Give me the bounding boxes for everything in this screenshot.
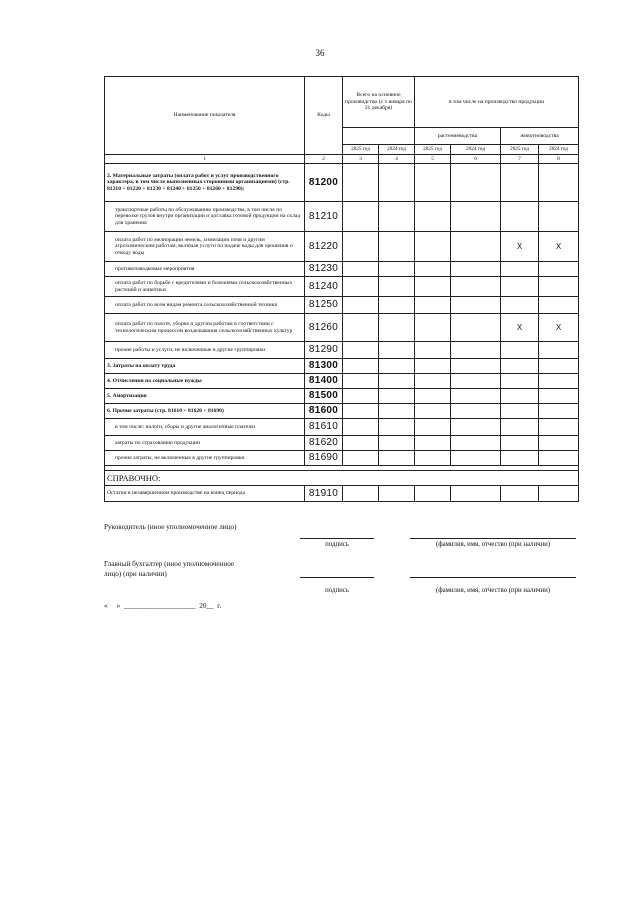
value-cell[interactable] (501, 389, 539, 404)
column-number: 3 (343, 155, 379, 164)
value-cell[interactable] (379, 297, 415, 314)
value-cell[interactable] (451, 451, 501, 466)
value-cell[interactable] (343, 342, 379, 359)
value-cell[interactable] (501, 262, 539, 277)
row-name: прочие затраты, не включенные в другие группировки (105, 451, 305, 466)
header-year: 2024 год (379, 145, 415, 155)
value-cell[interactable] (415, 389, 451, 404)
value-cell[interactable] (451, 436, 501, 451)
table-row (105, 277, 579, 297)
header-total: Всего на основное производство (с 1 января по 31 декабря) (343, 77, 415, 128)
row-code: 81610 (305, 419, 343, 436)
value-cell[interactable] (343, 314, 379, 342)
value-cell[interactable] (501, 297, 539, 314)
value-cell[interactable] (379, 202, 415, 232)
row-code: 81500 (305, 389, 343, 404)
row-name: 4. Отчисления на социальные нужды (105, 374, 305, 389)
table-row (105, 164, 579, 202)
value-cell[interactable] (451, 297, 501, 314)
value-cell[interactable] (343, 164, 379, 202)
table-row (105, 359, 579, 374)
accountant-label-line2: лицо) (при наличии) (104, 570, 167, 578)
value-cell[interactable] (379, 277, 415, 297)
value-cell[interactable] (451, 359, 501, 374)
row-code: 81230 (305, 262, 343, 277)
row-name: 6. Прочие затраты (стр. 81610 + 81620 + 81690) (105, 404, 305, 419)
value-cell[interactable] (501, 164, 539, 202)
value-cell[interactable] (501, 202, 539, 232)
row-name: 2. Материальные затраты (оплата работ и услуг производственного характера, в том числе выполненных сторонними организациями) (стр. 81210 + 81220 + 81230 + 81240 + 81250 + 81260 + 81290): (105, 164, 305, 202)
value-cell[interactable] (343, 359, 379, 374)
row-name: противопаводковые мероприятия (105, 262, 305, 277)
value-cell[interactable] (379, 389, 415, 404)
head-signature-caption: подпись (325, 541, 349, 548)
table-row (105, 419, 579, 436)
not-applicable-mark: X (539, 314, 579, 342)
row-name: в том числе: налоги, сборы и другие аналогичные платежи (105, 419, 305, 436)
value-cell[interactable] (451, 314, 501, 342)
value-cell[interactable] (539, 486, 579, 502)
value-cell[interactable] (343, 451, 379, 466)
column-number: 7 (501, 155, 539, 164)
value-cell[interactable] (539, 359, 579, 374)
value-cell[interactable] (539, 297, 579, 314)
value-cell[interactable] (379, 342, 415, 359)
row-code: 81240 (305, 277, 343, 297)
table-row (105, 404, 579, 419)
value-cell[interactable] (379, 436, 415, 451)
value-cell[interactable] (501, 404, 539, 419)
value-cell[interactable] (415, 359, 451, 374)
value-cell[interactable] (501, 359, 539, 374)
value-cell[interactable] (539, 374, 579, 389)
value-cell[interactable] (415, 262, 451, 277)
row-name: 3. Затраты на оплату труда (105, 359, 305, 374)
value-cell[interactable] (415, 232, 451, 262)
row-code: 81910 (305, 486, 343, 502)
table-row (105, 486, 579, 502)
value-cell[interactable] (415, 486, 451, 502)
value-cell[interactable] (539, 164, 579, 202)
value-cell[interactable] (343, 374, 379, 389)
header-year: 2025 год (415, 145, 451, 155)
value-cell[interactable] (415, 374, 451, 389)
table-row (105, 262, 579, 277)
row-code: 81300 (305, 359, 343, 374)
head-signature-line[interactable] (300, 538, 374, 539)
row-code: 81620 (305, 436, 343, 451)
value-cell[interactable] (501, 436, 539, 451)
header-year: 2024 год (539, 145, 579, 155)
table-row (105, 342, 579, 359)
value-cell[interactable] (501, 277, 539, 297)
value-cell[interactable] (501, 419, 539, 436)
value-cell[interactable] (415, 314, 451, 342)
row-code: 81600 (305, 404, 343, 419)
row-name: транспортные работы по обслуживанию производства, в том числе по перевозке грузов внутри организации и доставка готовой продукции на склад для хранения (105, 202, 305, 232)
value-cell[interactable] (379, 404, 415, 419)
value-cell[interactable] (451, 262, 501, 277)
value-cell[interactable] (415, 404, 451, 419)
row-name: оплата работ по борьбе с вредителями и болезнями сельскохозяйственных растений и животных (105, 277, 305, 297)
row-name: оплата работ по пахоте, уборке и другим работам в соответствии с технологическим процессом возделывания сельскохозяйственных культур (105, 314, 305, 342)
value-cell[interactable] (379, 164, 415, 202)
value-cell[interactable] (539, 436, 579, 451)
value-cell[interactable] (451, 374, 501, 389)
header-indicator-name: Наименование показателя (105, 77, 305, 155)
value-cell[interactable] (379, 374, 415, 389)
row-name: Остатки в незавершенном производстве на конец периода (105, 486, 305, 502)
row-name: оплата работ по мелиорации земель, химизации почв и другим агрохимическим работам, включая услуги по подаче воды для орошения и отводу воды (105, 232, 305, 262)
row-code: 81400 (305, 374, 343, 389)
value-cell[interactable] (343, 262, 379, 277)
value-cell[interactable] (415, 436, 451, 451)
header-crop: растениеводства (415, 128, 501, 145)
row-name: 5. Амортизация (105, 389, 305, 404)
table-row (105, 232, 579, 262)
value-cell[interactable] (415, 297, 451, 314)
value-cell[interactable] (379, 451, 415, 466)
value-cell[interactable] (539, 451, 579, 466)
value-cell[interactable] (379, 314, 415, 342)
accountant-name-line[interactable] (410, 577, 576, 578)
value-cell[interactable] (415, 451, 451, 466)
value-cell[interactable] (451, 164, 501, 202)
table-row (105, 202, 579, 232)
value-cell[interactable] (379, 232, 415, 262)
column-number: 1 (105, 155, 305, 164)
header-including: в том числе на производство продукции (415, 77, 579, 128)
value-cell[interactable] (539, 277, 579, 297)
accountant-signature-line[interactable] (300, 577, 374, 578)
row-code: 81250 (305, 297, 343, 314)
value-cell[interactable] (539, 419, 579, 436)
column-number: 6 (451, 155, 501, 164)
row-name: прочие работы и услуги, не включенные в другие группировки (105, 342, 305, 359)
value-cell[interactable] (539, 389, 579, 404)
header-total-spacer (343, 128, 415, 145)
value-cell[interactable] (343, 297, 379, 314)
reference-label: СПРАВОЧНО: (105, 471, 579, 486)
date-line[interactable]: « » ____________________ 20__ г. (104, 602, 222, 610)
column-number: 5 (415, 155, 451, 164)
header-livestock: животноводства (501, 128, 579, 145)
row-code: 81220 (305, 232, 343, 262)
value-cell[interactable] (451, 277, 501, 297)
row-name: оплата работ по всем видам ремонта сельскохозяйственной техники (105, 297, 305, 314)
not-applicable-mark: X (501, 232, 539, 262)
value-cell[interactable] (415, 342, 451, 359)
value-cell[interactable] (539, 202, 579, 232)
value-cell[interactable] (451, 404, 501, 419)
header-year: 2025 год (501, 145, 539, 155)
row-code: 81290 (305, 342, 343, 359)
not-applicable-mark: X (501, 314, 539, 342)
value-cell[interactable] (501, 451, 539, 466)
header-codes: Коды (305, 77, 343, 155)
head-name-line[interactable] (410, 538, 576, 539)
accountant-name-caption: (фамилия, имя, отчество (при наличии) (435, 587, 551, 594)
table-row (105, 436, 579, 451)
table-row (105, 389, 579, 404)
row-name: затраты по страхованию продукции (105, 436, 305, 451)
page-number: 36 (315, 48, 325, 58)
value-cell[interactable] (379, 262, 415, 277)
value-cell[interactable] (343, 486, 379, 502)
value-cell[interactable] (343, 389, 379, 404)
table-row (105, 374, 579, 389)
accountant-signature-caption: подпись (325, 587, 349, 594)
value-cell[interactable] (539, 342, 579, 359)
value-cell[interactable] (451, 232, 501, 262)
value-cell[interactable] (501, 342, 539, 359)
value-cell[interactable] (379, 419, 415, 436)
value-cell[interactable] (343, 232, 379, 262)
value-cell[interactable] (501, 374, 539, 389)
header-year: 2025 год (343, 145, 379, 155)
value-cell[interactable] (451, 342, 501, 359)
not-applicable-mark: X (539, 232, 579, 262)
value-cell[interactable] (343, 419, 379, 436)
value-cell[interactable] (415, 419, 451, 436)
value-cell[interactable] (343, 202, 379, 232)
value-cell[interactable] (451, 486, 501, 502)
material-costs-table (104, 76, 579, 502)
table-row (105, 314, 579, 342)
value-cell[interactable] (379, 486, 415, 502)
value-cell[interactable] (451, 419, 501, 436)
accountant-label-line1: Главный бухгалтер (иное уполномоченное (104, 560, 235, 568)
value-cell[interactable] (343, 277, 379, 297)
column-number: 2 (305, 155, 343, 164)
row-code: 81200 (305, 164, 343, 202)
value-cell[interactable] (415, 277, 451, 297)
value-cell[interactable] (451, 202, 501, 232)
value-cell[interactable] (501, 486, 539, 502)
head-name-caption: (фамилия, имя, отчество (при наличии) (435, 541, 551, 548)
value-cell[interactable] (451, 389, 501, 404)
value-cell[interactable] (539, 404, 579, 419)
table-row (105, 451, 579, 466)
column-number: 8 (539, 155, 579, 164)
row-code: 81210 (305, 202, 343, 232)
table-body (105, 164, 579, 466)
row-code: 81690 (305, 451, 343, 466)
value-cell[interactable] (415, 202, 451, 232)
head-label: Руководитель (иное уполномоченное лицо) (104, 523, 237, 531)
value-cell[interactable] (379, 359, 415, 374)
value-cell[interactable] (343, 436, 379, 451)
value-cell[interactable] (539, 262, 579, 277)
header-year: 2024 год (451, 145, 501, 155)
row-code: 81260 (305, 314, 343, 342)
column-number: 4 (379, 155, 415, 164)
table-row (105, 297, 579, 314)
value-cell[interactable] (343, 404, 379, 419)
value-cell[interactable] (415, 164, 451, 202)
